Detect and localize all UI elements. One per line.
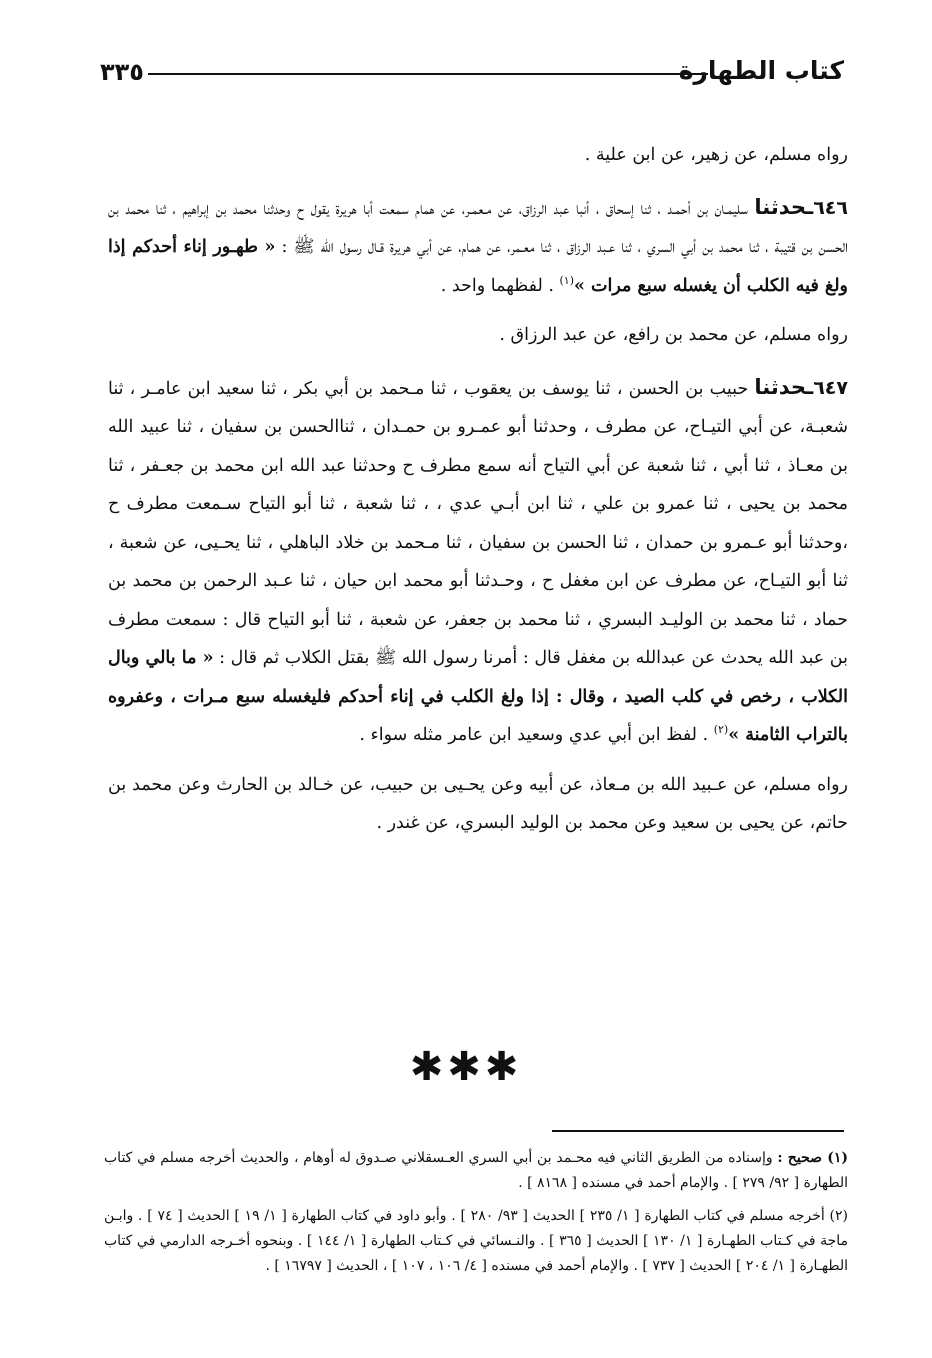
- isnad-text: حبيب بن الحسن ، ثنا يوسف بن يعقوب ، ثنا مـحمد بن أبي بكر ، ثنا سعيد ابن عامـر ، ثنا شعبـة، عن أبي التيـاح، عن مطرف ، وحدثنا أبو عمـرو بن حمـدان ، ثناالحسن بن سفيان ، ثنا عبيد الله بن معـاذ ، ثنا أبي ، ثنا شعبة عن أبي التياح أنه سمع مطرف ح وحدثنا عبد الله ابن محمد بن جعـفر ، ثنا محمد بن يحيى ، ثنا عمرو بن علي ، ثنا ابن أبـي عدي ، ، ثنا شعبة ، ثنا أبو التياح سـمعت مطرف ح ،وحدثنا أبو عـمرو بن حمدان ، ثنا الحسن بن سفيان ، ثنا مـحمد بن خلاد الباهلي ، ثنا يحـيى، عن شعبة ، ثنا أبو التيـاح، عن مطرف عن ابن مغفل ح ، وحـدثنا أبو محمد ابن حيان ، ثنا عـبد الرحمن بن محمد بن حماد ، ثنا محمد بن الوليـد البسري ، ثنا محمد بن جعفر، عن شعبة ، ثنا أبو التياح قال : سمعت مطرف بن عبد الله يحدث عن عبدالله بن مغفل قال : أمرنا رسول الله ﷺ بقتل الكلاب ثم قال :: [108, 378, 848, 668]
- hadith-number: ٦٤٧: [813, 376, 848, 399]
- footnote-2: (٢) أخرجه مسلم في كتاب الطهارة [ ١/ ٢٣٥ ] الحديث [ ٩٣/ ٢٨٠ ] . وأبو داود في كتاب الطهارة [ ١/ ١٩ ] الحديث [ ٧٤ ] . وابـن ماجة في كـتاب الطهـارة [ ١/ ١٣٠ ] الحديث [ ٣٦٥ ] . والنـسائي في كـتاب الطهارة [ ١/ ١٤٤ ] . وبنحوه أخـرجه الدارمي في كتاب الطهـارة [ ١/ ٢٠٤ ] الحديث [ ٧٣٧ ] . والإمام أحمد في مسنده [ ٤/ ١٠٦ ، ١٠٧ ] ، الحديث [ ١٦٧٩٧ ] .: [104, 1208, 849, 1274]
- footnote-1-text: وإسناده من الطريق الثاني فيه محـمد بن أبي السري العـسقلاني صـدوق له أوهام ، والحديث أخرجه مسلم في كتاب الطهارة [ ٩٢/ ٢٧٩ ] . والإمام أحمد في مسنده [ ٨١٦٨ ] .: [104, 1150, 848, 1191]
- paragraph-riwayah-3: رواه مسلم، عن عـبيد الله بن مـعاذ، عن أبيه وعن يحـيى بن حبيب، عن خـالد بن الحارث وعن محمد بن حاتم، عن يحيى بن سعيد وعن محمد بن الوليد البسري، عن غندر .: [108, 774, 848, 833]
- paragraph-riwayah-1: رواه مسلم، عن زهير، عن ابن علية .: [584, 145, 848, 165]
- hadith-647: [108, 368, 848, 755]
- haddathana-word: ـحدثنا: [754, 194, 814, 219]
- hadith-646: [108, 188, 848, 306]
- page-number: ٣٣٥: [100, 58, 144, 86]
- section-separator-stars: ✱✱✱: [409, 1044, 523, 1090]
- footnotes: [104, 1146, 848, 1287]
- matn-text: « ما بالي وبال الكلاب ، رخص في كلب الصيد ، وقال : إذا ولغ الكلب في إناء أحدكم فليغسله سبع مـرات ، وعفروه بالتراب الثامنة »: [108, 648, 848, 745]
- main-text: [108, 136, 848, 854]
- haddathana-word: ـحدثنا: [754, 374, 814, 399]
- hadith-tail: . لفظ ابن أبي عدي وسعيد ابن عامر مثله سواء .: [359, 725, 714, 745]
- running-title: كتاب الطهارة: [678, 56, 844, 85]
- hadith-number: ٦٤٦: [813, 196, 848, 219]
- footnote-ref[interactable]: (١): [559, 273, 575, 287]
- footnote-rule: [552, 1130, 844, 1132]
- hadith-tail: . لفظهما واحد .: [440, 275, 560, 296]
- isnad-text: سليمـان بن أحمـد ، ثنا إسحاق ، أنبا عبد الرزاق، عن مـعمـر، عن همام سمعت أبا هريرة يقول ح وحدثنا محمد بن إبراهيم ، ثنا محمد بن الحسن بن قتيبة ، ثنا محمد بن أبي السري ، ثنا عـبد الرزاق ، ثنا معـمر، عن همام، عن أبي هريرة قـال رسول الله ﷺ :: [108, 198, 848, 257]
- footnote-ref[interactable]: (٢): [713, 723, 729, 737]
- footnote-1-label: (١) صحيح :: [777, 1150, 848, 1166]
- paragraph-riwayah-2: رواه مسلم، عن محمد بن رافع، عن عبد الرزاق .: [499, 325, 848, 345]
- footnote-1: [104, 1146, 848, 1196]
- matn-text: « طهـور إناء أحدكم إذا ولغ فيه الكلب أن يغسله سبع مرات »: [108, 237, 848, 296]
- page-header: [100, 56, 844, 96]
- header-rule: [148, 73, 708, 75]
